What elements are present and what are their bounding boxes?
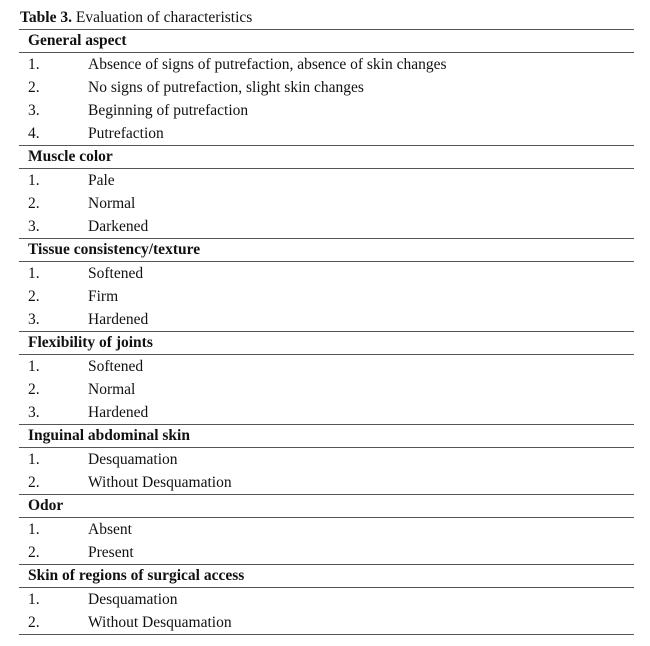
item-number: 2.: [28, 381, 40, 398]
item-number: 2.: [28, 288, 40, 305]
item-number: 1.: [28, 591, 40, 608]
item-text: Absent: [88, 521, 132, 538]
table-row: [19, 192, 634, 215]
item-text: Desquamation: [88, 451, 178, 468]
table-row: [19, 471, 634, 494]
item-text: Hardened: [88, 404, 149, 421]
item-text: Normal: [88, 195, 136, 212]
table-row: [19, 355, 634, 378]
item-number: 1.: [28, 265, 40, 282]
item-number: 2.: [28, 195, 40, 212]
item-text: Without Desquamation: [88, 614, 232, 631]
item-number: 3.: [28, 102, 40, 119]
section-heading: Inguinal abdominal skin: [28, 427, 190, 444]
item-number: 2.: [28, 614, 40, 631]
item-text: Desquamation: [88, 591, 178, 608]
table-row: [19, 518, 634, 541]
item-number: 2.: [28, 544, 40, 561]
item-text: Present: [88, 544, 134, 561]
item-number: 4.: [28, 125, 40, 142]
table-caption: [20, 8, 252, 28]
section-heading: General aspect: [28, 32, 127, 49]
item-number: 3.: [28, 311, 40, 328]
table-row: [19, 76, 634, 99]
table-row: [19, 611, 634, 634]
table-row: [19, 169, 634, 192]
section-heading: Tissue consistency/texture: [28, 241, 201, 258]
item-number: 1.: [28, 451, 40, 468]
item-text: Pale: [88, 172, 115, 189]
table-title: Evaluation of characteristics: [71, 9, 253, 26]
item-text: No signs of putrefaction, slight skin changes: [88, 79, 364, 96]
table-row: [19, 262, 634, 285]
table-row: [19, 401, 634, 424]
item-text: Darkened: [88, 218, 149, 235]
section-heading: Muscle color: [28, 148, 113, 165]
table-row: [19, 541, 634, 564]
table-bottom-rule: [19, 634, 634, 635]
table-row: [19, 308, 634, 331]
table-row: [19, 588, 634, 611]
table-row: [19, 448, 634, 471]
item-number: 2.: [28, 474, 40, 491]
item-text: Hardened: [88, 311, 149, 328]
section-heading: Flexibility of joints: [28, 334, 153, 351]
characteristics-table: [19, 29, 634, 635]
table-row: [19, 378, 634, 401]
item-number: 2.: [28, 79, 40, 96]
table-label: Table 3.: [20, 9, 72, 26]
section-heading: Odor: [28, 497, 64, 514]
table-row: [19, 215, 634, 238]
item-text: Softened: [88, 265, 144, 282]
table-row: [19, 122, 634, 145]
item-text: Absence of signs of putrefaction, absence of skin changes: [88, 56, 447, 73]
item-number: 1.: [28, 172, 40, 189]
item-text: Beginning of putrefaction: [88, 102, 249, 119]
item-text: Softened: [88, 358, 144, 375]
item-text: Putrefaction: [88, 125, 164, 142]
item-number: 3.: [28, 218, 40, 235]
item-number: 1.: [28, 358, 40, 375]
item-text: Normal: [88, 381, 136, 398]
table-row: [19, 99, 634, 122]
section-heading: Skin of regions of surgical access: [28, 567, 245, 584]
table-row: [19, 285, 634, 308]
item-text: Firm: [88, 288, 119, 305]
item-number: 3.: [28, 404, 40, 421]
item-number: 1.: [28, 521, 40, 538]
item-number: 1.: [28, 56, 40, 73]
table-row: [19, 53, 634, 76]
item-text: Without Desquamation: [88, 474, 232, 491]
